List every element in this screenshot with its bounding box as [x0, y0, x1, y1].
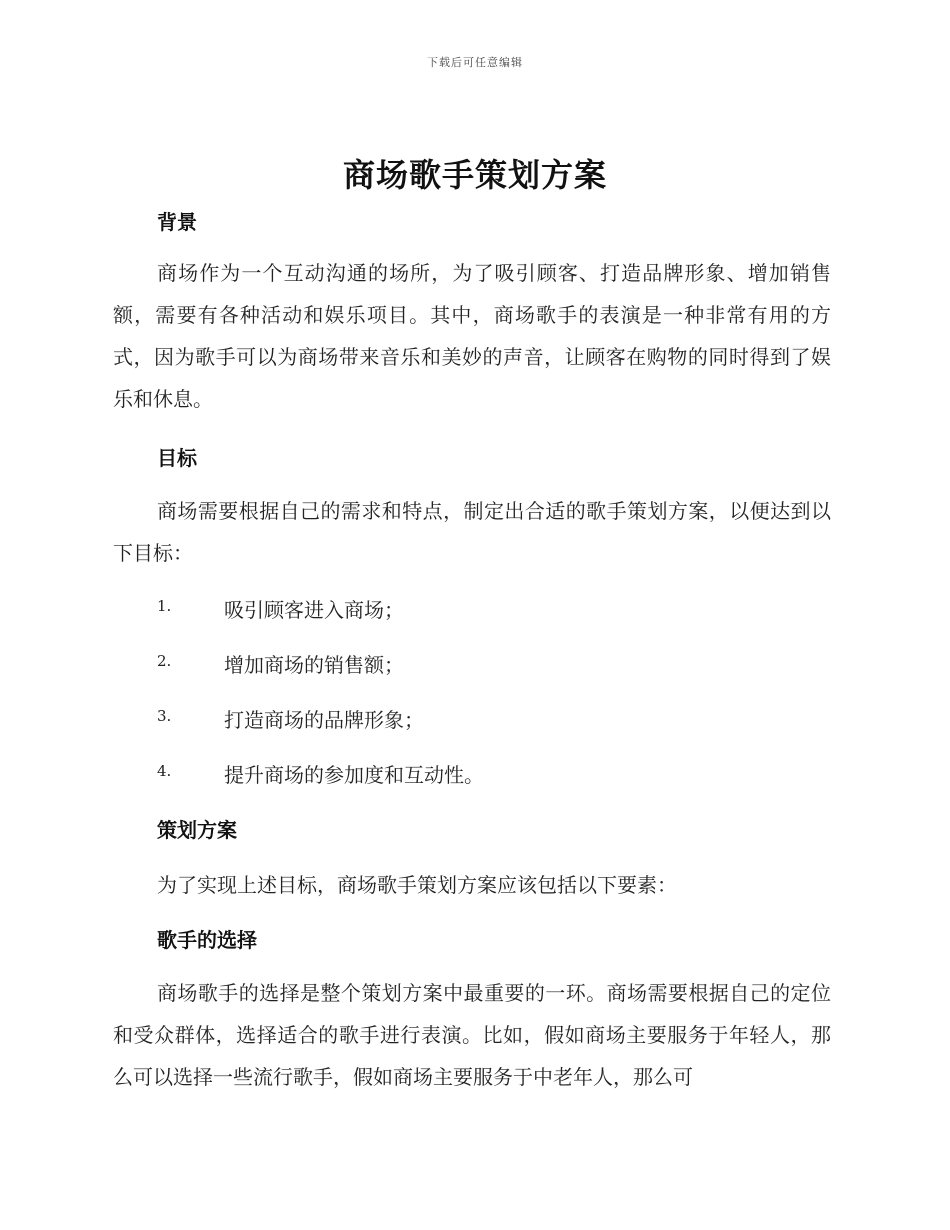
list-item-number: 2. [157, 652, 172, 670]
section-heading-plan: 策划方案 [157, 818, 237, 842]
list-item [157, 704, 757, 732]
header-note: 下载后可任意编辑 [427, 56, 523, 69]
paragraph-singer-selection: 商场歌手的选择是整个策划方案中最重要的一环。商场需要根据自己的定位和受众群体，选择适合的歌手进行表演。比如，假如商场主要服务于年轻人，那么可以选择一些流行歌手，假如商场主要服务于中老年人，那么可 [113, 981, 831, 1089]
section-heading-goal: 目标 [157, 446, 197, 470]
paragraph-plan: 为了实现上述目标，商场歌手策划方案应该包括以下要素： [157, 873, 677, 897]
list-item-number: 4. [157, 762, 172, 780]
list-item-number: 3. [157, 707, 172, 725]
section-heading-background: 背景 [157, 210, 197, 234]
list-item-text: 吸引顾客进入商场； [224, 598, 404, 622]
list-item-text: 增加商场的销售额； [224, 653, 404, 677]
paragraph-goal: 商场需要根据自己的需求和特点，制定出合适的歌手策划方案，以便达到以下目标： [113, 499, 831, 565]
document-title: 商场歌手策划方案 [342, 156, 607, 194]
section-heading-singer-selection: 歌手的选择 [157, 928, 257, 952]
list-item-text: 打造商场的品牌形象； [224, 708, 424, 732]
list-item [157, 649, 757, 677]
list-item-text: 提升商场的参加度和互动性。 [224, 763, 484, 787]
list-item [157, 759, 757, 787]
list-item-number: 1. [157, 597, 172, 615]
list-item [157, 594, 757, 622]
paragraph-background: 商场作为一个互动沟通的场所，为了吸引顾客、打造品牌形象、增加销售额，需要有各种活动和娱乐项目。其中，商场歌手的表演是一种非常有用的方式，因为歌手可以为商场带来音乐和美妙的声音，让顾客在购物的同时得到了娱乐和休息。 [113, 261, 831, 411]
